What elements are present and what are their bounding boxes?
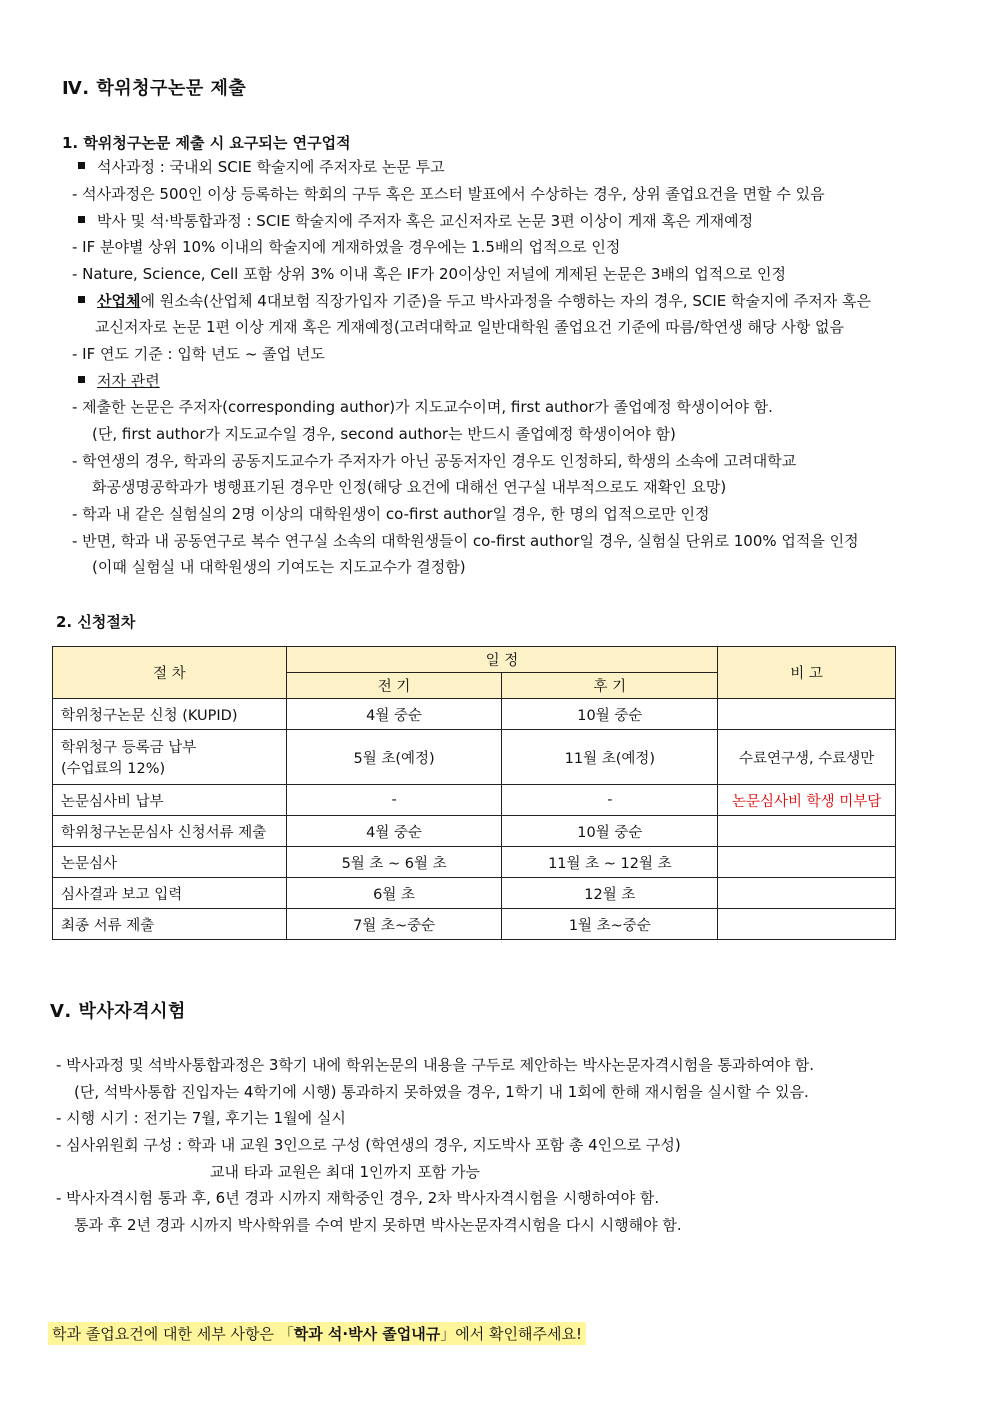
detail-masters-award: - 석사과정은 500인 이상 등록하는 학회의 구두 혹은 포스터 발표에서 수상하는 경우, 상위 졸업요건을 면할 수 있음 (72, 185, 825, 203)
bullet-industry-cont: 교신저자로 논문 1편 이상 게재 혹은 게재예정(고려대학교 일반대학원 졸업요건 기준에 따름/학연생 해당 사항 없음 (95, 318, 844, 336)
detail-author-1-cont: (단, first author가 지도교수일 경우, second author는 반드시 졸업예정 학생이어야 함) (92, 425, 676, 443)
detail-if-top10: - IF 분야별 상위 10% 이내의 학술지에 게재하였을 경우에는 1.5배의 업적으로 인정 (72, 238, 621, 256)
table-row: 학위청구 등록금 납부 (수업료의 12%) 5월 초(예정) 11월 초(예정) 수료연구생, 수료생만 (53, 730, 896, 785)
section-4-title: Ⅳ. 학위청구논문 제출 (62, 78, 247, 99)
sec5-para-4-cont: 통과 후 2년 경과 시까지 박사학위를 수여 받지 못하면 박사논문자격시험을 다시 시행해야 함. (74, 1216, 682, 1234)
subsection-2-title: 2. 신청절차 (56, 613, 136, 631)
section-5-title: Ⅴ. 박사자격시험 (50, 1001, 186, 1022)
table-row: 심사결과 보고 입력 6월 초 12월 초 (53, 878, 896, 909)
detail-author-1: - 제출한 논문은 주저자(corresponding author)가 지도교수이며, first author가 졸업예정 학생이어야 함. (72, 398, 773, 416)
square-bullet-icon (78, 162, 85, 169)
footer-note-highlight: 학과 졸업요건에 대한 세부 사항은 「학과 석·박사 졸업내규」에서 확인해주세요! (48, 1322, 586, 1345)
table-row: 최종 서류 제출 7월 초~중순 1월 초~중순 (53, 909, 896, 940)
table-row: 논문심사 5월 초 ~ 6월 초 11월 초 ~ 12월 초 (53, 847, 896, 878)
bullet-masters: 석사과정 : 국내외 SCIE 학술지에 주저자로 논문 투고 (78, 157, 445, 177)
header-schedule: 일 정 (286, 647, 717, 673)
detail-top3: - Nature, Science, Cell 포함 상위 3% 이내 혹은 IF가 20이상인 저널에 게제된 논문은 3배의 업적으로 인정 (72, 265, 786, 283)
sec5-para-4: - 박사자격시험 통과 후, 6년 경과 시까지 재학중인 경우, 2차 박사자격시험을 시행하여야 함. (56, 1189, 660, 1207)
square-bullet-icon (78, 216, 85, 223)
sec5-para-1-cont: (단, 석박사통합 진입자는 4학기에 시행) 통과하지 못하였을 경우, 1학기 내 1회에 한해 재시험을 실시할 수 있음. (74, 1083, 809, 1101)
detail-author-2: - 학연생의 경우, 학과의 공동지도교수가 주저자가 아닌 공동저자인 경우도 인정하되, 학생의 소속에 고려대학교 (72, 452, 797, 470)
bullet-author: 저자 관련 (78, 371, 160, 391)
header-first-half: 전 기 (286, 673, 502, 699)
sec5-para-2: - 시행 시기 : 전기는 7월, 후기는 1월에 실시 (56, 1109, 346, 1127)
detail-if-year: - IF 연도 기준 : 입학 년도 ~ 졸업 년도 (72, 345, 325, 363)
table-row: 학위청구논문심사 신청서류 제출 4월 중순 10월 중순 (53, 816, 896, 847)
detail-author-4-cont: (이때 실험실 내 대학원생의 기여도는 지도교수가 결정함) (92, 558, 466, 576)
bullet-phd: 박사 및 석·박통합과정 : SCIE 학술지에 주저자 혹은 교신저자로 논문 3편 이상이 게재 혹은 게재예정 (78, 211, 753, 231)
table-row: 논문심사비 납부 - - 논문심사비 학생 미부담 (53, 785, 896, 816)
bullet-industry: 산업체에 원소속(산업체 4대보험 직장가입자 기준)을 두고 박사과정을 수행하는 자의 경우, SCIE 학술지에 주저자 혹은 (78, 291, 871, 311)
table-row: 학위청구논문 신청 (KUPID) 4월 중순 10월 중순 (53, 699, 896, 730)
subsection-1-title: 1. 학위청구논문 제출 시 요구되는 연구업적 (62, 134, 351, 152)
header-second-half: 후 기 (502, 673, 718, 699)
detail-author-2-cont: 화공생명공학과가 병행표기된 경우만 인정(해당 요건에 대해선 연구실 내부적으로도 재확인 요망) (92, 478, 727, 496)
sec5-para-3-cont: 교내 타과 교원은 최대 1인까지 포함 가능 (210, 1163, 480, 1181)
sec5-para-3: - 심사위원회 구성 : 학과 내 교원 3인으로 구성 (학연생의 경우, 지도박사 포함 총 4인으로 구성) (56, 1136, 681, 1154)
header-note: 비 고 (718, 647, 896, 699)
square-bullet-icon (78, 376, 85, 383)
header-procedure: 절 차 (53, 647, 287, 699)
sec5-para-1: - 박사과정 및 석박사통합과정은 3학기 내에 학위논문의 내용을 구두로 제안하는 박사논문자격시험을 통과하여야 함. (56, 1056, 814, 1074)
detail-author-4: - 반면, 학과 내 공동연구로 복수 연구실 소속의 대학원생들이 co-first author일 경우, 실험실 단위로 100% 업적을 인정 (72, 532, 859, 550)
square-bullet-icon (78, 296, 85, 303)
detail-author-3: - 학과 내 같은 실험실의 2명 이상의 대학원생이 co-first author일 경우, 한 명의 업적으로만 인정 (72, 505, 710, 523)
schedule-table (52, 646, 896, 940)
